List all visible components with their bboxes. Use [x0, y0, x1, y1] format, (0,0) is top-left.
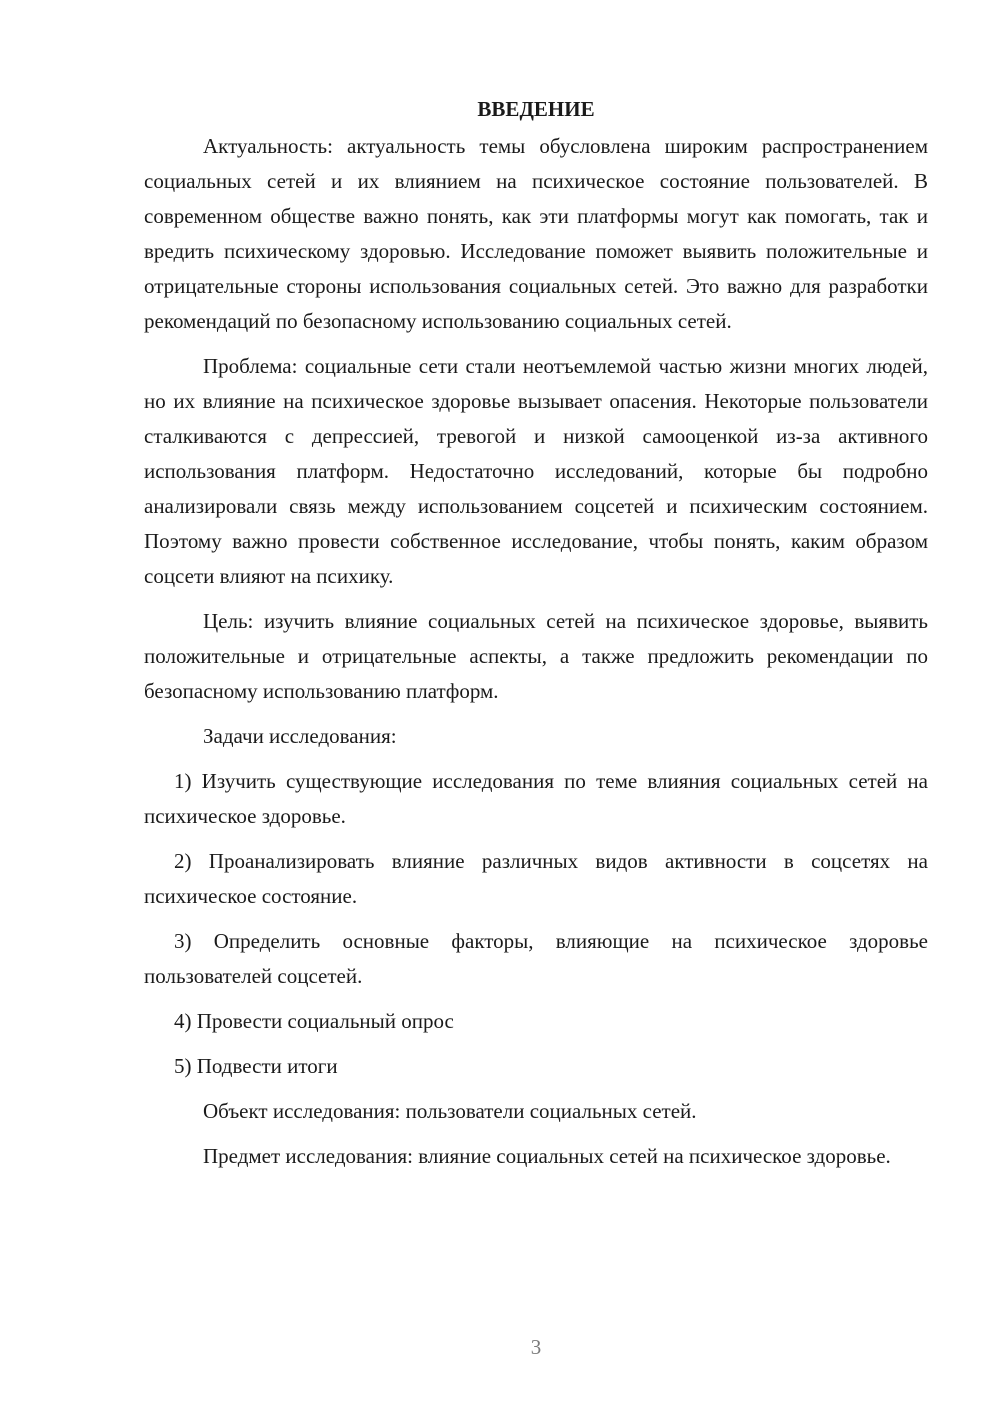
task-item-5: 5) Подвести итоги — [174, 1054, 338, 1078]
page-content — [144, 92, 928, 1184]
task-item-2: 2) Проанализировать влияние различных видов активности в соцсетях на психическое состояние. — [144, 849, 928, 908]
paragraph-subject: Предмет исследования: влияние социальных сетей на психическое здоровье. — [203, 1144, 891, 1168]
page-title: ВВЕДЕНИЕ — [477, 97, 595, 121]
task-item-1: 1) Изучить существующие исследования по теме влияния социальных сетей на психическое здоровье. — [144, 769, 928, 828]
paragraph-problem: Проблема: социальные сети стали неотъемлемой частью жизни многих людей, но их влияние на психическое здоровье вызывает опасения. Некоторые пользователи сталкиваются с депрессией, тревогой и низкой самооценкой из-за активного использования платформ. Недостаточно исследований, которые бы подробно анализировали связь между использованием соцсетей и психическим состоянием. Поэтому важно провести собственное исследование, чтобы понять, каким образом соцсети влияют на психику. — [144, 354, 928, 588]
page-number: 3 — [530, 1335, 542, 1359]
task-item-4: 4) Провести социальный опрос — [174, 1009, 454, 1033]
paragraph-relevance: Актуальность: актуальность темы обусловлена широким распространением социальных сетей и их влиянием на психическое состояние пользователей. В современном обществе важно понять, как эти платформы могут как помогать, так и вредить психическому здоровью. Исследование поможет выявить положительные и отрицательные стороны использования социальных сетей. Это важно для разработки рекомендаций по безопасному использованию социальных сетей. — [144, 134, 928, 333]
paragraph-object: Объект исследования: пользователи социальных сетей. — [203, 1099, 697, 1123]
tasks-heading: Задачи исследования: — [203, 724, 397, 748]
task-item-3: 3) Определить основные факторы, влияющие на психическое здоровье пользователей соцсетей. — [144, 929, 928, 988]
paragraph-goal: Цель: изучить влияние социальных сетей на психическое здоровье, выявить положительные и отрицательные аспекты, а также предложить рекомендации по безопасному использованию платформ. — [144, 609, 928, 703]
